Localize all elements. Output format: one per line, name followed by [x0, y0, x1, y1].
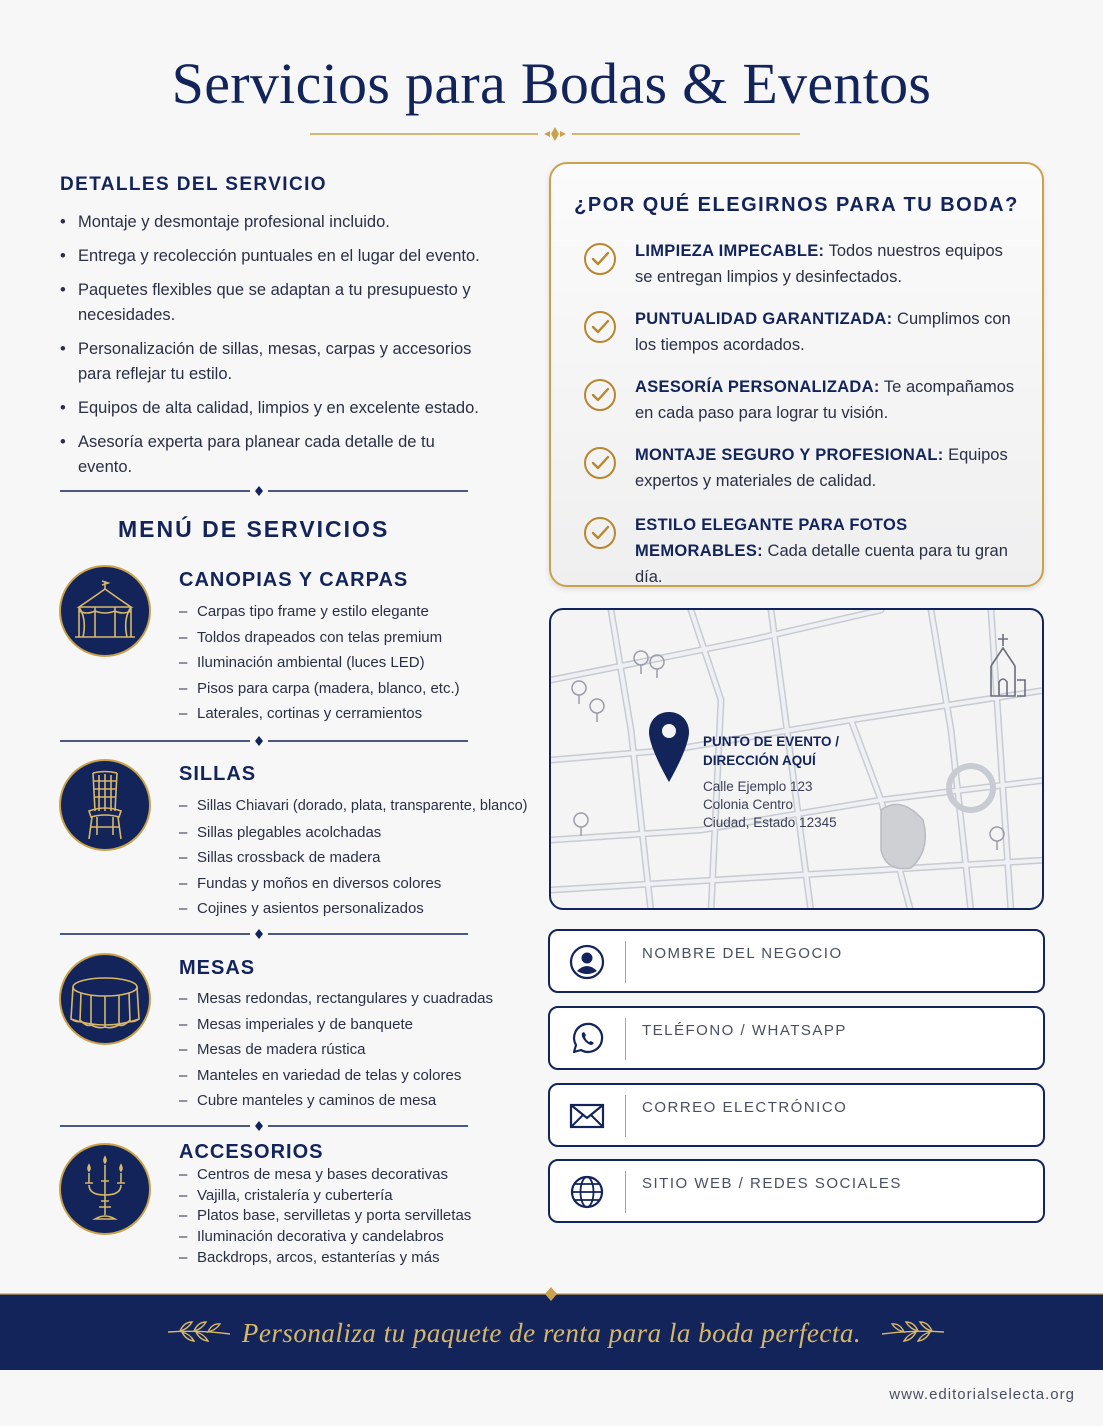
list-item: – Sillas Chiavari (dorado, plata, transparente, blanco) — [179, 797, 528, 814]
check-circle-icon — [583, 242, 617, 276]
why-item — [583, 238, 1023, 298]
title-divider — [310, 126, 800, 142]
menu-heading: MENÚ DE SERVICIOS — [118, 516, 390, 542]
page-title: Servicios para Bodas & Eventos — [171, 51, 932, 116]
service-title-sillas: SILLAS — [179, 763, 257, 785]
list-item: – Cojines y asientos personalizados — [179, 900, 424, 918]
details-item: • Paquetes flexibles que se adaptan a tu presupuesto y necesidades. — [60, 278, 490, 328]
envelope-icon — [568, 1097, 606, 1135]
list-item: – Laterales, cortinas y cerramientos — [179, 705, 423, 723]
contact-label: TELÉFONO / WHATSAPP — [642, 1022, 847, 1039]
why-item-title: LIMPIEZA IMPECABLE: — [635, 242, 825, 260]
list-item: – Centros de mesa y bases decorativas — [179, 1166, 448, 1183]
contact-website[interactable] — [548, 1159, 1045, 1223]
why-item-text: Cada detalle cuenta para tu gran día. — [635, 542, 1008, 586]
list-item: – Cubre manteles y caminos de mesa — [179, 1092, 437, 1110]
list-item: – Sillas crossback de madera — [179, 849, 381, 867]
list-item: – Platos base, servilletas y porta servilletas — [179, 1207, 472, 1225]
table-icon — [59, 953, 151, 1045]
list-item: – Iluminación ambiental (luces LED) — [179, 654, 425, 672]
map-pin-icon — [647, 710, 691, 786]
website-url[interactable]: www.editorialselecta.org — [889, 1386, 1075, 1403]
why-item — [583, 306, 1023, 366]
section-divider — [60, 1119, 468, 1133]
list-item: – Sillas plegables acolchadas — [179, 823, 382, 841]
contact-label: SITIO WEB / REDES SOCIALES — [642, 1175, 902, 1192]
footer-tagline: Personaliza tu paquete de renta para la boda perfecta. — [241, 1318, 862, 1348]
why-us-panel — [549, 162, 1044, 587]
details-item: • Asesoría experta para planear cada detalle de tu evento. — [60, 430, 490, 480]
list-item: – Manteles en variedad de telas y colores — [179, 1066, 462, 1084]
globe-icon — [568, 1173, 606, 1211]
list-item: – Backdrops, arcos, estanterías y más — [179, 1248, 440, 1266]
details-heading: DETALLES DEL SERVICIO — [60, 174, 327, 195]
contact-phone[interactable] — [548, 1006, 1045, 1070]
service-title-canopias: CANOPIAS Y CARPAS — [179, 569, 409, 591]
list-item: – Toldos drapeados con telas premium — [179, 628, 443, 646]
why-item — [583, 442, 1023, 502]
why-item-text: Cumplimos con los tiempos acordados. — [635, 310, 1011, 354]
contact-email[interactable] — [548, 1083, 1045, 1147]
section-divider — [60, 927, 468, 941]
check-circle-icon — [583, 310, 617, 344]
whatsapp-icon — [568, 1020, 606, 1058]
service-title-accesorios: ACCESORIOS — [179, 1141, 324, 1163]
why-item-text: Equipos expertos y materiales de calidad. — [635, 446, 1008, 490]
service-list-accesorios — [179, 1165, 471, 1269]
tent-icon — [59, 565, 151, 657]
list-item: – Fundas y moños en diversos colores — [179, 874, 442, 892]
section-divider — [60, 734, 468, 748]
list-item: – Mesas de madera rústica — [179, 1041, 366, 1059]
details-item: • Equipos de alta calidad, limpios y en excelente estado. — [60, 396, 490, 421]
map-location-label: PUNTO DE EVENTO / DIRECCIÓN AQUÍ — [703, 734, 840, 768]
why-item-title: PUNTUALIDAD GARANTIZADA: — [635, 310, 893, 328]
list-item: – Mesas redondas, rectangulares y cuadradas — [179, 990, 494, 1007]
contact-business-name[interactable] — [548, 929, 1045, 993]
check-circle-icon — [583, 516, 617, 550]
footer-ornament — [0, 1285, 1103, 1301]
chair-icon — [59, 759, 151, 851]
why-item — [583, 374, 1023, 434]
service-list-sillas — [179, 793, 527, 922]
why-item-title: ESTILO ELEGANTE PARA FOTOS MEMORABLES: — [635, 516, 908, 560]
map-address: Calle Ejemplo 123 Colonia Centro Ciudad, Estado 12345 — [703, 779, 837, 830]
list-item: – Iluminación decorativa y candelabros — [179, 1228, 444, 1246]
contact-label: CORREO ELECTRÓNICO — [642, 1099, 848, 1116]
list-item: – Carpas tipo frame y estilo elegante — [179, 603, 429, 620]
candelabra-icon — [59, 1143, 151, 1235]
why-item-text: Te acompañamos en cada paso para lograr tu visión. — [635, 378, 1015, 422]
service-title-mesas: MESAS — [179, 957, 256, 979]
list-item: – Mesas imperiales y de banquete — [179, 1015, 413, 1033]
check-circle-icon — [583, 446, 617, 480]
details-item: • Entrega y recolección puntuales en el lugar del evento. — [60, 244, 490, 269]
list-item: – Vajilla, cristalería y cubertería — [179, 1186, 393, 1204]
why-item-text: Todos nuestros equipos se entregan limpios y desinfectados. — [635, 242, 1003, 286]
contact-label: NOMBRE DEL NEGOCIO — [642, 945, 843, 962]
details-item: • Montaje y desmontaje profesional incluido. — [60, 210, 490, 235]
why-item-title: MONTAJE SEGURO Y PROFESIONAL: — [635, 446, 944, 464]
details-item: • Personalización de sillas, mesas, carpas y accesorios para reflejar tu estilo. — [60, 337, 490, 387]
service-list-canopias — [179, 599, 460, 727]
why-item-title: ASESORÍA PERSONALIZADA: — [635, 378, 880, 396]
service-list-mesas — [179, 986, 493, 1114]
why-item — [583, 512, 1023, 586]
details-list — [60, 210, 490, 489]
why-us-heading: ¿POR QUÉ ELEGIRNOS PARA TU BODA? — [574, 194, 1019, 216]
check-circle-icon — [583, 378, 617, 412]
location-map[interactable] — [549, 608, 1044, 910]
list-item: – Pisos para carpa (madera, blanco, etc.) — [179, 679, 460, 697]
section-divider — [60, 484, 468, 498]
user-icon — [568, 943, 606, 981]
